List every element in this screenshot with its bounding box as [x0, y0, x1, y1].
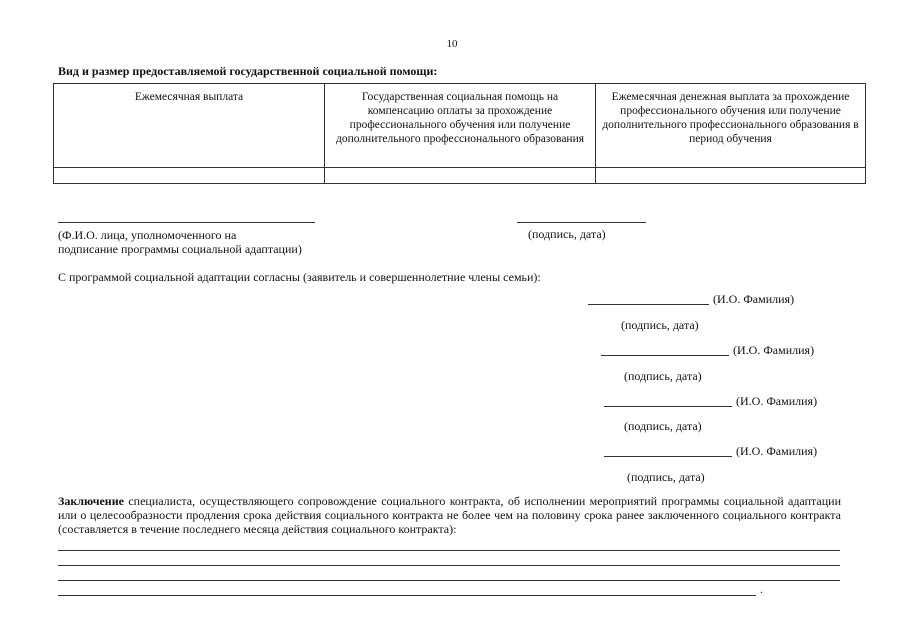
- authorized-signature-caption: (подпись, дата): [528, 227, 606, 241]
- signature-caption: (подпись, дата): [627, 470, 705, 484]
- authorized-signature-line[interactable]: [517, 222, 646, 223]
- page-number: 10: [446, 38, 458, 50]
- table-cell[interactable]: [325, 168, 596, 184]
- signature-caption: (подпись, дата): [621, 318, 699, 332]
- signature-caption: (подпись, дата): [624, 419, 702, 433]
- name-label: (И.О. Фамилия): [736, 394, 818, 408]
- signature-line[interactable]: [604, 406, 732, 407]
- conclusion-label: Заключение: [58, 494, 124, 508]
- table-cell[interactable]: [596, 168, 866, 184]
- name-label: (И.О. Фамилия): [733, 343, 815, 357]
- conclusion-line[interactable]: [58, 550, 840, 551]
- conclusion-paragraph: [58, 494, 841, 536]
- signature-caption: (подпись, дата): [624, 369, 702, 383]
- authorized-name-line[interactable]: [58, 222, 315, 223]
- table-row: [54, 168, 866, 184]
- conclusion-line[interactable]: [58, 595, 756, 596]
- agreement-text: С программой социальной адаптации согласны (заявитель и совершеннолетние члены семьи):: [58, 270, 541, 284]
- column-training-monthly-payment: Ежемесячная денежная выплата за прохождение профессионального обучения или получение дополнительного профессионального образования в период обучения: [596, 84, 866, 168]
- column-monthly-payment: Ежемесячная выплата: [54, 84, 325, 168]
- column-training-compensation: Государственная социальная помощь на компенсацию оплаты за прохождение профессионального обучения или получение дополнительного профессионального образования: [325, 84, 596, 168]
- section-heading: Вид и размер предоставляемой государственной социальной помощи:: [58, 64, 438, 78]
- signature-line[interactable]: [588, 304, 709, 305]
- signature-line[interactable]: [601, 355, 729, 356]
- table-header-row: [54, 84, 866, 168]
- name-label: (И.О. Фамилия): [736, 444, 818, 458]
- name-label: (И.О. Фамилия): [713, 292, 795, 306]
- table-cell[interactable]: [54, 168, 325, 184]
- conclusion-line[interactable]: [58, 565, 840, 566]
- conclusion-end-mark: .: [760, 582, 763, 596]
- assistance-table: [53, 83, 866, 184]
- authorized-name-caption: (Ф.И.О. лица, уполномоченного на подписание программы социальной адаптации): [58, 228, 302, 256]
- conclusion-line[interactable]: [58, 580, 840, 581]
- conclusion-text: специалиста, осуществляющего сопровождение социального контракта, об исполнении мероприятий программы социальной адаптации или о целесообразности продления срока действия социального контракта не более чем на половину срока ранее заключенного социального контракта (составляется в течение последнего месяца действия социального контракта):: [58, 494, 841, 536]
- signature-line[interactable]: [604, 456, 732, 457]
